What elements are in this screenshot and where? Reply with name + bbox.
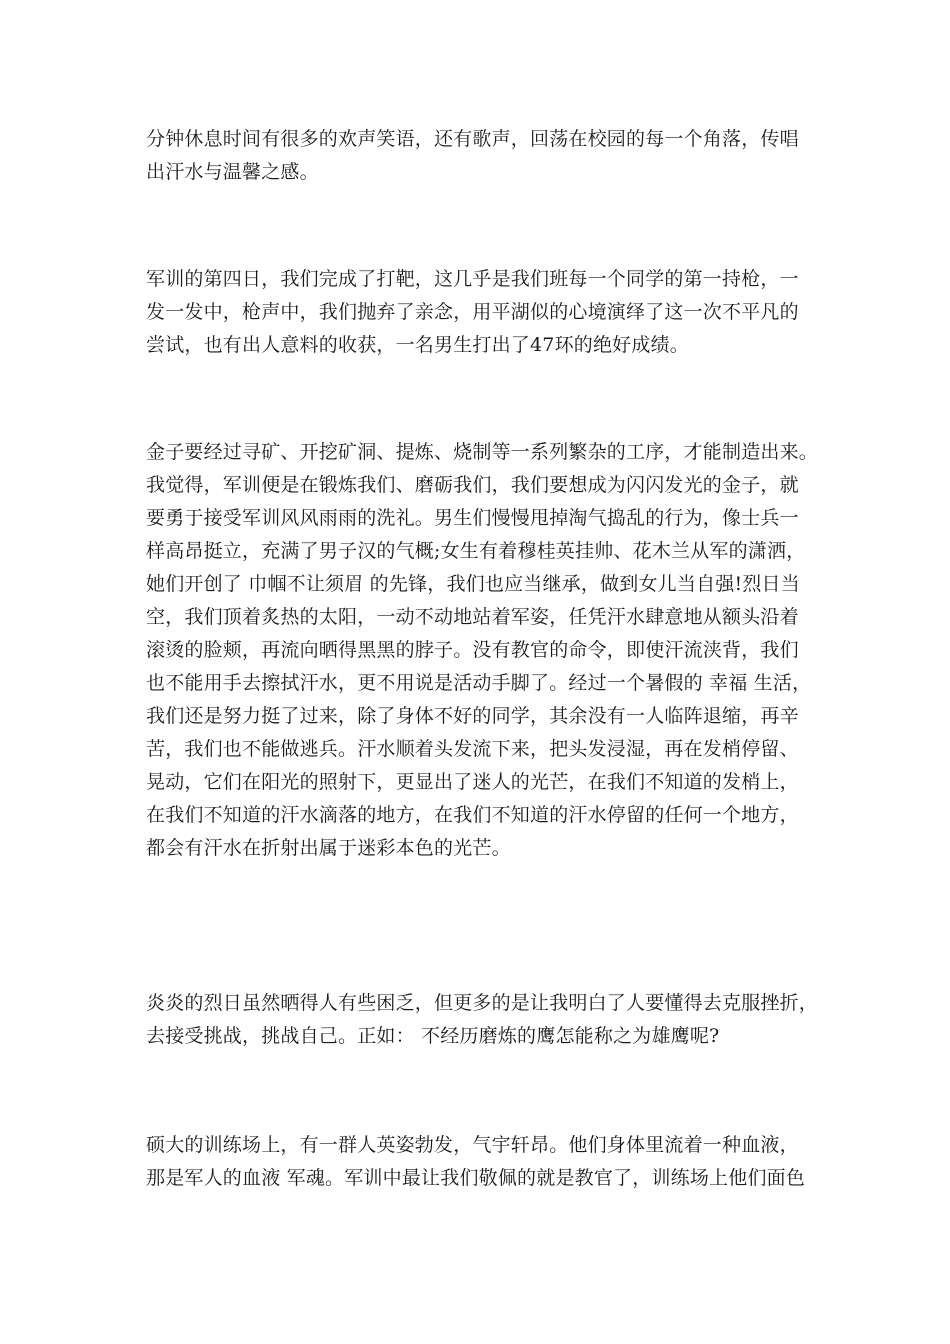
text-line: 苦，我们也不能做逃兵。汗水顺着头发流下来，把头发浸湿，再在发梢停留、 (146, 738, 799, 760)
text-line: 炎炎的烈日虽然晒得人有些困乏，但更多的是让我明白了人要懂得去克服挫折， (146, 992, 819, 1014)
text-line: 硕大的训练场上，有一群人英姿勃发，气宇轩昂。他们身体里流着一种血液， (146, 1134, 799, 1156)
paragraph (146, 263, 836, 362)
paragraph (146, 987, 836, 1053)
text-line: 空，我们顶着炙热的太阳，一动不动地站着军姿，任凭汗水肆意地从额头沿着 (146, 606, 799, 628)
paragraph (146, 123, 836, 189)
text-line: 发一发中，枪声中，我们抛弃了亲念，用平湖似的心境演绎了这一次不平凡的 (146, 301, 799, 323)
text-line: 分钟休息时间有很多的欢声笑语，还有歌声，回荡在校园的每一个角落，传唱 (146, 128, 799, 150)
text-line: 金子要经过寻矿、开挖矿洞、提炼、烧制等一系列繁杂的工序，才能制造出来。 (146, 441, 819, 463)
text-line: 她们开创了 巾帼不让须眉 的先锋，我们也应当继承，做到女儿当自强!烈日当 (146, 573, 800, 595)
text-line: 样高昂挺立，充满了男子汉的气概;女生有着穆桂英挂帅、花木兰从军的潇洒， (146, 540, 806, 562)
text-line: 在我们不知道的汗水滴落的地方，在我们不知道的汗水停留的任何一个地方， (146, 804, 799, 826)
text-line: 军训的第四日，我们完成了打靶，这几乎是我们班每一个同学的第一持枪，一 (146, 268, 799, 290)
text-line: 出汗水与温馨之感。 (146, 161, 319, 183)
paragraph (146, 436, 836, 865)
text-line: 要勇于接受军训风风雨雨的洗礼。男生们慢慢甩掉淘气捣乱的行为，像士兵一 (146, 507, 799, 529)
text-line: 我们还是努力挺了过来，除了身体不好的同学，其余没有一人临阵退缩，再辛 (146, 705, 799, 727)
text-line: 那是军人的血液 军魂。军训中最让我们敬佩的就是教官了，训练场上他们面色 (146, 1167, 806, 1189)
text-line: 我觉得，军训便是在锻炼我们、磨砺我们，我们要想成为闪闪发光的金子，就 (146, 474, 799, 496)
text-line: 晃动，它们在阳光的照射下，更显出了迷人的光芒，在我们不知道的发梢上， (146, 771, 799, 793)
text-line: 也不能用手去擦拭汗水，更不用说是活动手脚了。经过一个暑假的 幸福 生活， (146, 672, 812, 694)
text-line: 滚烫的脸颊，再流向晒得黑黑的脖子。没有教官的命令，即使汗流浃背，我们 (146, 639, 799, 661)
text-line: 尝试，也有出人意料的收获，一名男生打出了47环的绝好成绩。 (146, 334, 689, 356)
text-line: 都会有汗水在折射出属于迷彩本色的光芒。 (146, 837, 511, 859)
text-line: 去接受挑战，挑战自己。正如： 不经历磨炼的鹰怎能称之为雄鹰呢? (146, 1025, 720, 1047)
paragraph (146, 1129, 836, 1195)
